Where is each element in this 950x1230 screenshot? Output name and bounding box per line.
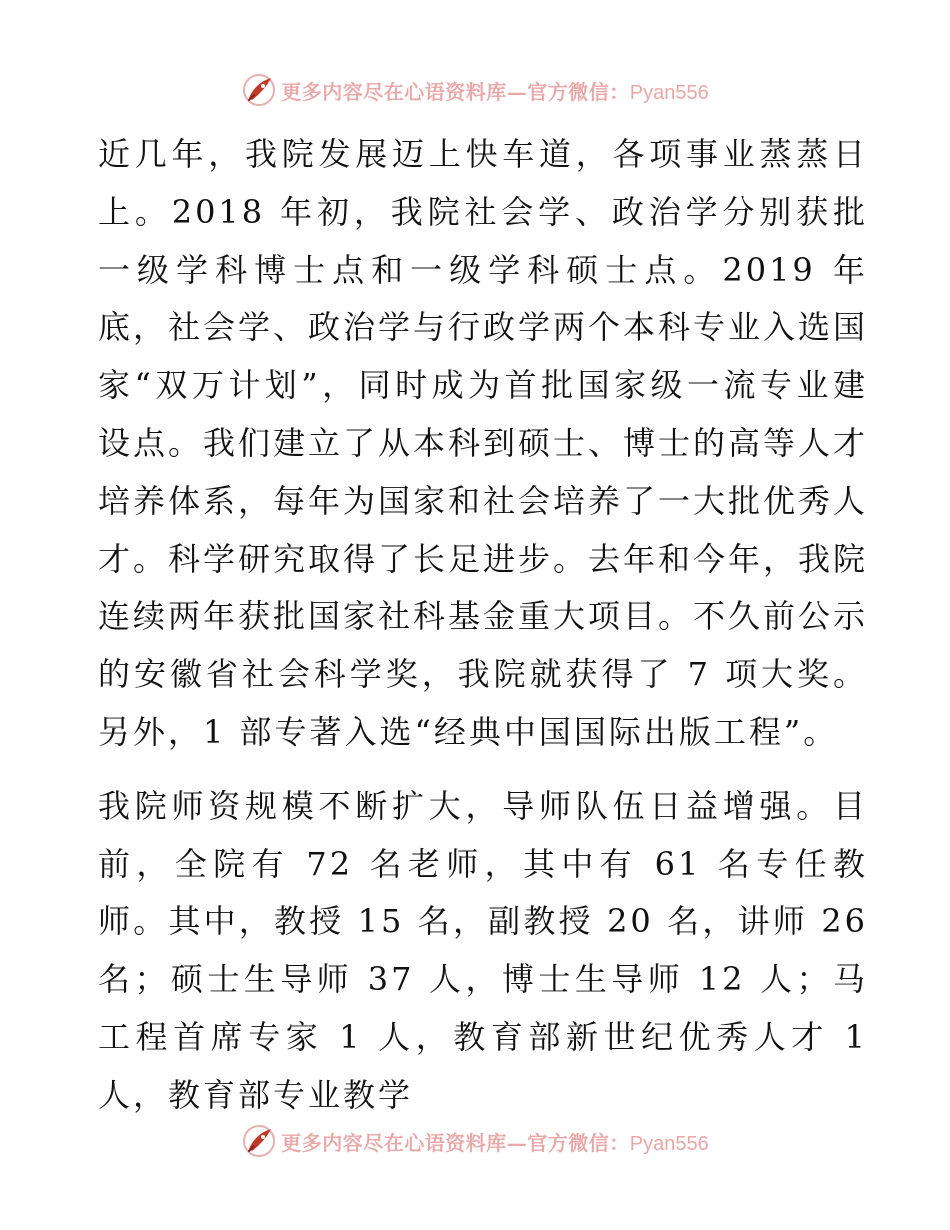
- pen-nib-logo-icon: [241, 72, 277, 108]
- header-wechat-id: Pyan556: [629, 81, 709, 104]
- footer-wechat-id: Pyan556: [629, 1132, 709, 1155]
- pen-nib-logo-icon: [241, 1123, 277, 1159]
- footer-watermark-banner: [0, 1121, 950, 1161]
- footer-watermark-text: 更多内容尽在心语资料库—官方微信：: [281, 1130, 630, 1155]
- document-body: [98, 126, 868, 1125]
- header-watermark-text: 更多内容尽在心语资料库—官方微信：: [281, 79, 630, 104]
- header-watermark-banner: [0, 70, 950, 110]
- paragraph-2: 我院师资规模不断扩大，导师队伍日益增强。目前，全院有 72 名老师，其中有 61 名专任教师。其中，教授 15 名，副教授 20 名，讲师 26 名；硕士生导师 37 人，博士生导师 12 人；马工程首席专家 1 人，教育部新世纪优秀人才 1 人，教育部专业教学: [98, 786, 868, 1114]
- paragraph-1: 近几年，我院发展迈上快车道，各项事业蒸蒸日上。2018 年初，我院社会学、政治学分别获批一级学科博士点和一级学科硕士点。2019 年底，社会学、政治学与行政学两个本科专业入选国家“双万计划”，同时成为首批国家级一流专业建设点。我们建立了从本科到硕士、博士的高等人才培养体系，每年为国家和社会培养了一大批优秀人才。科学研究取得了长足进步。去年和今年，我院连续两年获批国家社科基金重大项目。不久前公示的安徽省社会科学奖，我院就获得了 7 项大奖。另外，1 部专著入选“经典中国国际出版工程”。: [98, 135, 869, 751]
